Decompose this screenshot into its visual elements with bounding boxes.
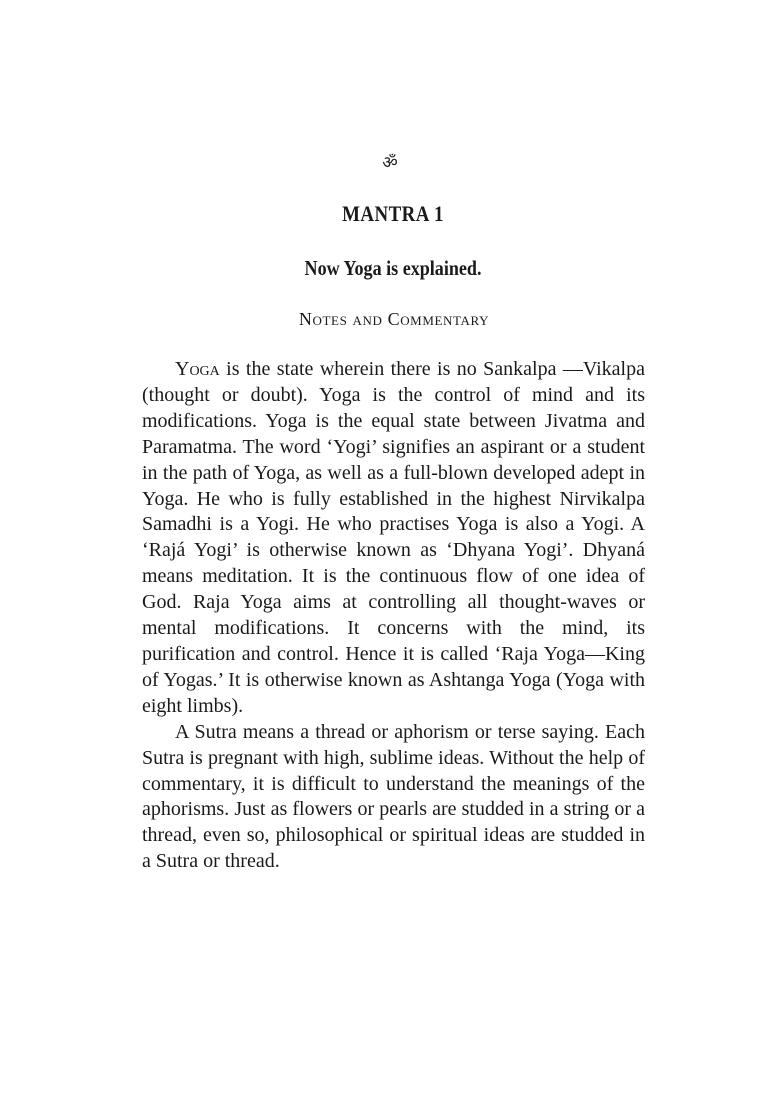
paragraph-lead-word: Yoga [175, 358, 220, 380]
mantra-text: Now Yoga is explained. [304, 256, 482, 280]
paragraph-2 [142, 720, 645, 875]
paragraph-1 [142, 357, 645, 720]
commentary-body [142, 357, 645, 875]
mantra-title: MANTRA 1 [342, 201, 444, 226]
section-heading: Notes and Commentary [298, 309, 490, 329]
om-ornament-icon: ॐ [382, 153, 398, 173]
paragraph-text: is the state wherein there is no Sankalpa —Vikalpa (thought or doubt). Yoga is the control of mind and its modifications. Yoga is the equal state between Jivatma and Paramatma. The word ‘Yogi’ signifies an aspirant or a student in the path of Yoga, as well as a full-blown developed adept in Yoga. He who is fully established in the highest Nirvikalpa Samadhi is a Yogi. He who practises Yoga is also a Yogi. A ‘Rajá Yogi’ is otherwise known as ‘Dhyana Yogi’. Dhyaná means meditation. It is the continuous flow of one idea of God. Raja Yoga aims at controlling all thought-waves or mental modifications. It concerns with the mind, its purification and control. Hence it is called ‘Raja Yoga—King of Yogas.’ It is otherwise known as Ashtanga Yoga (Yoga with eight limbs). [142, 358, 645, 717]
paragraph-text: A Sutra means a thread or aphorism or terse saying. Each Sutra is pregnant with high, sublime ideas. Without the help of commentary, it is difficult to understand the meanings of the aphorisms. Just as flowers or pearls are studded in a string or a thread, even so, philosophical or spiritual ideas are studded in a Sutra or thread. [142, 720, 645, 873]
